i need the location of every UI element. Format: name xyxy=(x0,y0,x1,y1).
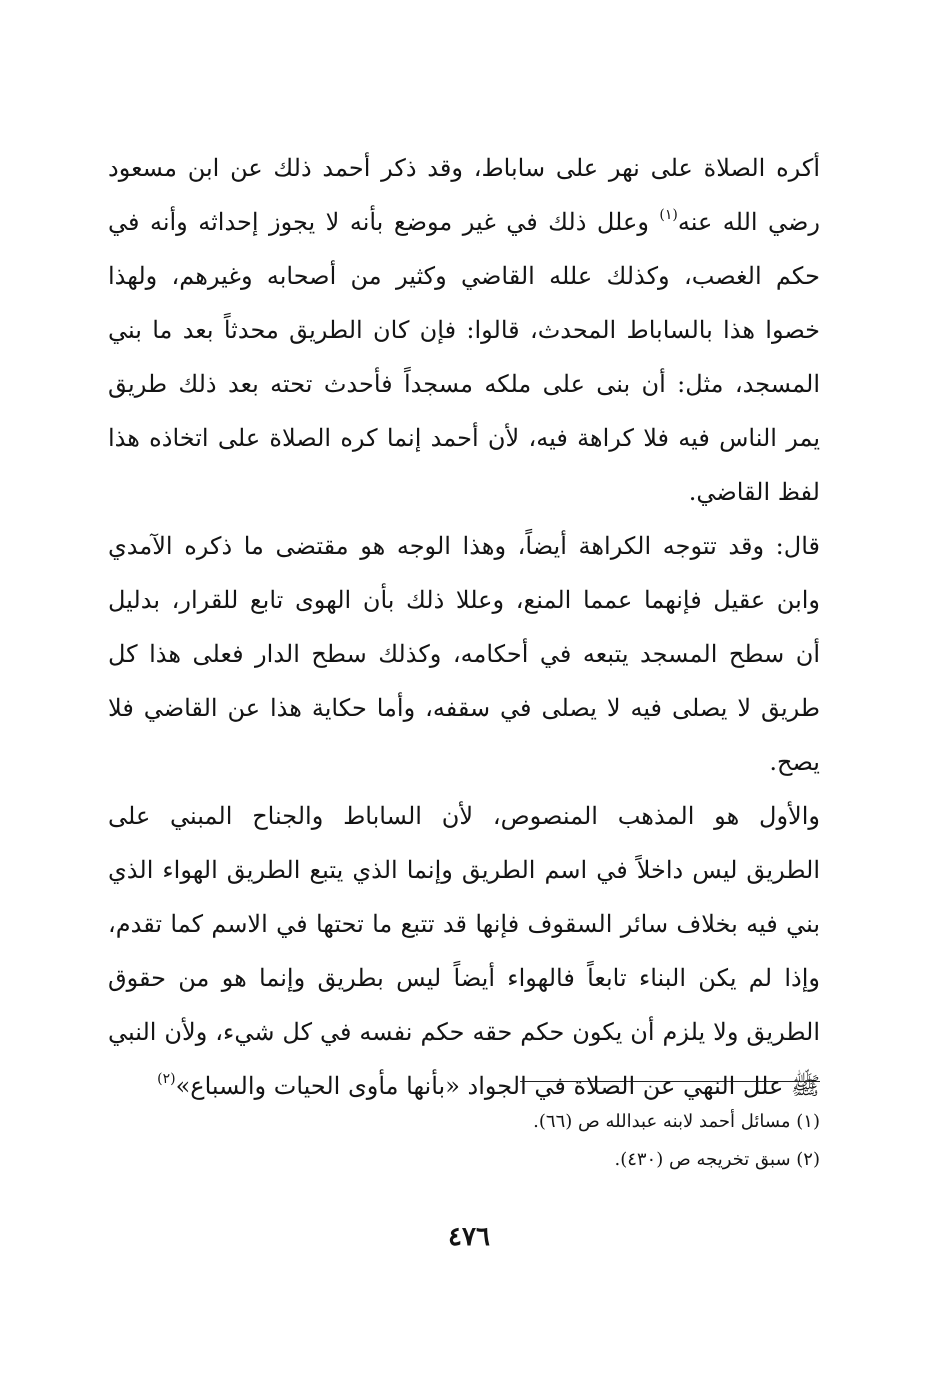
text-line-content: بني فيه بخلاف سائر السقوف فإنها قد تتبع ما تحتها في الاسم كما تقدم، xyxy=(108,910,820,938)
footnote-ref: (٢) xyxy=(157,1071,176,1087)
text-line-content: طريق لا يصلى فيه لا يصلى في سقفه، وأما حكاية هذا عن القاضي فلا xyxy=(108,694,820,722)
text-line-content: لفظ القاضي. xyxy=(688,478,820,506)
footnote-item: (١) مسائل أحمد لابنه عبدالله ص (٦٦). xyxy=(533,1111,820,1132)
text-line xyxy=(108,681,820,735)
text-line xyxy=(108,411,820,465)
text-line xyxy=(108,195,820,249)
text-line-content: خصوا هذا بالساباط المحدث، قالوا: فإن كان الطريق محدثاً بعد ما بني xyxy=(108,316,820,344)
text-line-content: المسجد، مثل: أن بنى على ملكه مسجداً فأحدث تحته بعد ذلك طريق xyxy=(108,370,820,398)
text-line-content: يمر الناس فيه فلا كراهة فيه، لأن أحمد إنما كره الصلاة على اتخاذه هذا xyxy=(108,424,820,452)
text-line-content: وعلل ذلك في غير موضع بأنه لا يجوز إحداثه وأنه في xyxy=(108,208,660,236)
text-line-content: الطريق ليس داخلاً في اسم الطريق وإنما الذي يتبع الطريق الهواء الذي xyxy=(108,856,820,884)
footnote-item: (٢) سبق تخريجه ص (٤٣٠). xyxy=(614,1149,820,1170)
text-line xyxy=(108,519,820,573)
text-line xyxy=(108,627,820,681)
text-line xyxy=(108,951,820,1005)
footnotes xyxy=(220,1103,820,1179)
text-line-content: وإذا لم يكن البناء تابعاً فالهواء أيضاً ليس بطريق وإنما هو من حقوق xyxy=(108,964,820,992)
text-line-content: يصح. xyxy=(769,748,820,776)
text-line-content: رضي الله عنه xyxy=(677,208,820,236)
text-line-content: قال: وقد تتوجه الكراهة أيضاً، وهذا الوجه هو مقتضى ما ذكره الآمدي xyxy=(108,532,820,560)
text-line xyxy=(108,843,820,897)
text-line xyxy=(108,357,820,411)
text-line xyxy=(108,141,820,195)
text-line-content: حكم الغصب، وكذلك علله القاضي وكثير من أصحابه وغيرهم، ولهذا xyxy=(108,262,820,290)
footnote-ref: (١) xyxy=(659,207,678,223)
text-line xyxy=(108,303,820,357)
text-line xyxy=(108,1005,820,1059)
text-line-content: وابن عقيل فإنهما عمما المنع، وعللا ذلك بأن الهوى تابع للقرار، بدليل xyxy=(108,586,820,614)
page-number: ٤٧٦ xyxy=(448,1222,490,1252)
text-line xyxy=(108,789,820,843)
text-line-content: الطريق ولا يلزم أن يكون حكم حقه حكم نفسه في كل شيء، ولأن النبي xyxy=(108,1018,820,1046)
footnote-divider xyxy=(520,1081,820,1082)
text-line-content: أن سطح المسجد يتبعه في أحكامه، وكذلك سطح الدار فعلى هذا كل xyxy=(108,640,820,668)
text-line-content: أكره الصلاة على نهر على ساباط، وقد ذكر أحمد ذلك عن ابن مسعود xyxy=(108,154,820,182)
text-line xyxy=(108,735,820,789)
text-line xyxy=(108,897,820,951)
text-line-content: والأول هو المذهب المنصوص، لأن الساباط والجناح المبني على xyxy=(108,802,820,830)
text-line xyxy=(108,465,820,519)
main-text xyxy=(108,141,820,1113)
text-line xyxy=(108,573,820,627)
text-line xyxy=(108,249,820,303)
text-line-content: ﷺ علل النهي عن الصلاة في الجواد «بأنها مأوى الحيات والسباع» xyxy=(175,1072,820,1100)
